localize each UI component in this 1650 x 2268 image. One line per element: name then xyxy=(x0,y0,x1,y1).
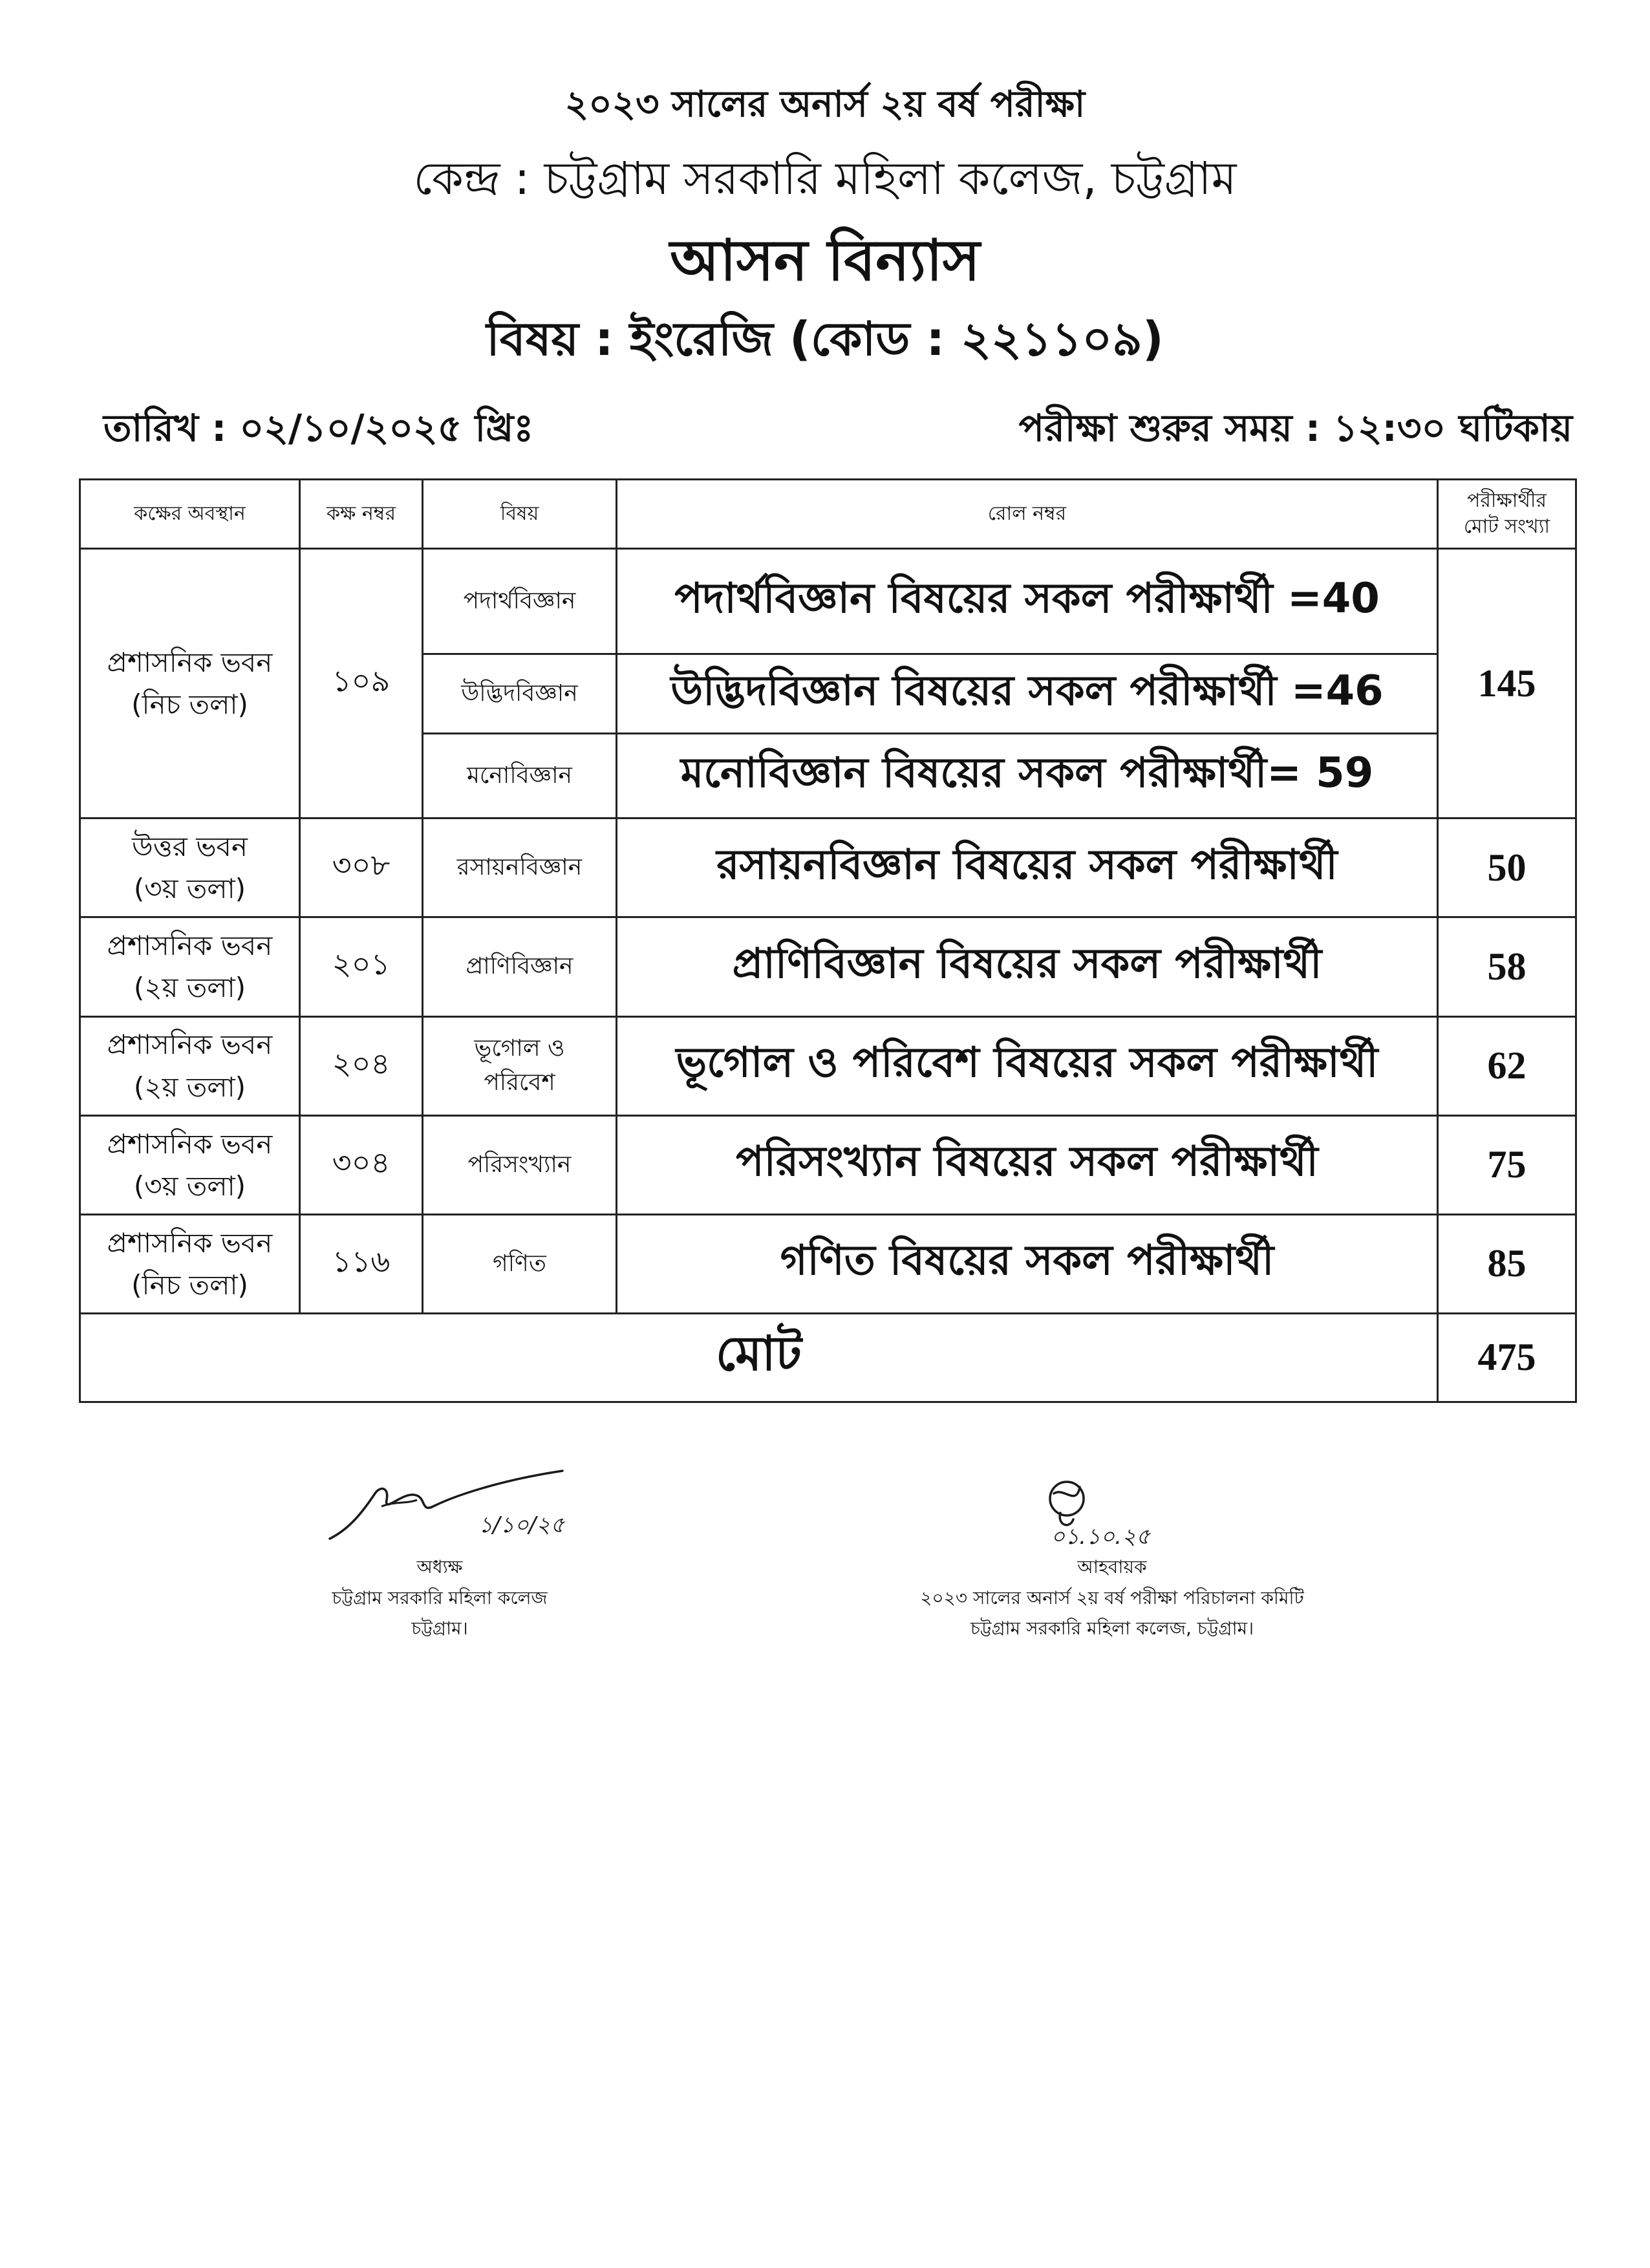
convener-title: আহবায়ক xyxy=(1077,1556,1147,1578)
principal-sign-date: ১/১০/২৫ xyxy=(478,1512,565,1538)
header-room: কক্ষ নম্বর xyxy=(300,480,423,549)
location-floor: (২য় তলা) xyxy=(133,1071,246,1103)
location-building: প্রশাসনিক ভবন xyxy=(107,1128,273,1160)
convener-signature-block xyxy=(860,1468,1364,1644)
table-row xyxy=(80,1016,1576,1115)
location-floor: (নিচ তলা) xyxy=(131,1268,248,1301)
grand-total-row xyxy=(80,1313,1576,1402)
location-building: প্রশাসনিক ভবন xyxy=(107,647,273,679)
header-location: কক্ষের অবস্থান xyxy=(80,480,300,549)
table-header-row xyxy=(80,480,1576,549)
table-row xyxy=(80,1115,1576,1214)
convener-sign-date: ০১.১০.২৫ xyxy=(1051,1524,1151,1550)
table-row xyxy=(80,917,1576,1016)
location-building: প্রশাসনিক ভবন xyxy=(107,1226,273,1259)
subject-cell xyxy=(423,1016,617,1115)
principal-title: অধ্যক্ষ xyxy=(416,1556,463,1578)
convener-signature xyxy=(989,1468,1235,1552)
principal-signature xyxy=(304,1468,575,1552)
exam-subject: বিষয় : ইংরেজি (কোড : ২২১১০৯) xyxy=(486,312,1164,366)
location-cell xyxy=(80,1016,300,1115)
location-floor: (৩য় তলা) xyxy=(133,873,246,905)
exam-centre: কেন্দ্র : চট্টগ্রাম সরকারি মহিলা কলেজ, চট্টগ্রাম xyxy=(413,152,1237,205)
table-row xyxy=(80,818,1576,917)
location-cell xyxy=(80,1115,300,1214)
grand-total-label: মোট xyxy=(80,1313,1438,1402)
subject-cell: রসায়নবিজ্ঞান xyxy=(423,818,617,917)
principal-org-line1: চট্টগ্রাম সরকারি মহিলা কলেজ xyxy=(332,1587,548,1609)
location-building: প্রশাসনিক ভবন xyxy=(107,1029,273,1061)
subject-cell: গণিত xyxy=(423,1214,617,1313)
subject-cell: প্রাণিবিজ্ঞান xyxy=(423,917,617,1016)
roll-cell: ভূগোল ও পরিবেশ বিষয়ের সকল পরীক্ষার্থী xyxy=(617,1016,1438,1115)
total-cell: 58 xyxy=(1438,917,1576,1016)
room-number: ৩০৮ xyxy=(300,818,423,917)
total-cell: 50 xyxy=(1438,818,1576,917)
header-total-line2: মোট সংখ্যা xyxy=(1463,515,1550,539)
room-number: ২০১ xyxy=(300,917,423,1016)
exam-start-time: পরীক্ষা শুরুর সময় : ১২:৩০ ঘটিকায় xyxy=(1018,406,1572,450)
room-number: ১০৯ xyxy=(300,549,423,818)
location-building: উত্তর ভবন xyxy=(132,831,248,863)
subject-cell: মনোবিজ্ঞান xyxy=(423,734,617,818)
roll-cell: পদার্থবিজ্ঞান বিষয়ের সকল পরীক্ষার্থী =40 xyxy=(617,549,1438,654)
location-cell xyxy=(80,1214,300,1313)
roll-cell: গণিত বিষয়ের সকল পরীক্ষার্থী xyxy=(617,1214,1438,1313)
location-cell xyxy=(80,917,300,1016)
room-number: ১১৬ xyxy=(300,1214,423,1313)
roll-cell: পরিসংখ্যান বিষয়ের সকল পরীক্ষার্থী xyxy=(617,1115,1438,1214)
header-total xyxy=(1438,480,1576,549)
principal-org-line2: চট্টগ্রাম। xyxy=(411,1618,468,1640)
location-floor: (নিচ তলা) xyxy=(131,689,248,721)
roll-cell: মনোবিজ্ঞান বিষয়ের সকল পরীক্ষার্থী= 59 xyxy=(617,734,1438,818)
total-cell: 85 xyxy=(1438,1214,1576,1313)
convener-org-line1: ২০২৩ সালের অনার্স ২য় বর্ষ পরীক্ষা পরিচালনা কমিটি xyxy=(920,1587,1304,1609)
location-cell xyxy=(80,818,300,917)
location-building: প্রশাসনিক ভবন xyxy=(107,930,273,962)
exam-title: ২০২৩ সালের অনার্স ২য় বর্ষ পরীক্ষা xyxy=(564,83,1086,125)
room-number: ২০৪ xyxy=(300,1016,423,1115)
exam-date: তারিখ : ০২/১০/২০২৫ খ্রিঃ xyxy=(103,406,534,450)
roll-cell: রসায়নবিজ্ঞান বিষয়ের সকল পরীক্ষার্থী xyxy=(617,818,1438,917)
room-number: ৩০৪ xyxy=(300,1115,423,1214)
header-subject: বিষয় xyxy=(423,480,617,549)
total-cell: 75 xyxy=(1438,1115,1576,1214)
location-floor: (২য় তলা) xyxy=(133,972,246,1004)
roll-cell: প্রাণিবিজ্ঞান বিষয়ের সকল পরীক্ষার্থী xyxy=(617,917,1438,1016)
table-row xyxy=(80,549,1576,654)
grand-total-value: 475 xyxy=(1438,1313,1576,1402)
roll-cell: উদ্ভিদবিজ্ঞান বিষয়ের সকল পরীক্ষার্থী =46 xyxy=(617,654,1438,734)
header-total-line1: পরীক্ষার্থীর xyxy=(1467,489,1547,512)
subject-line1: ভূগোল ও xyxy=(474,1035,565,1062)
document-title: আসন বিন্যাস xyxy=(670,227,980,294)
total-cell: 145 xyxy=(1438,549,1576,818)
subject-cell: পরিসংখ্যান xyxy=(423,1115,617,1214)
location-floor: (৩য় তলা) xyxy=(133,1170,246,1202)
subject-cell: পদার্থবিজ্ঞান xyxy=(423,549,617,654)
table-row xyxy=(80,1214,1576,1313)
subject-cell: উদ্ভিদবিজ্ঞান xyxy=(423,654,617,734)
seat-plan-table xyxy=(79,478,1577,1403)
principal-signature-block xyxy=(272,1468,608,1644)
header-roll: রোল নম্বর xyxy=(617,480,1438,549)
convener-org-line2: চট্টগ্রাম সরকারি মহিলা কলেজ, চট্টগ্রাম। xyxy=(970,1618,1254,1640)
total-cell: 62 xyxy=(1438,1016,1576,1115)
subject-line2: পরিবেশ xyxy=(484,1069,555,1096)
location-cell xyxy=(80,549,300,818)
